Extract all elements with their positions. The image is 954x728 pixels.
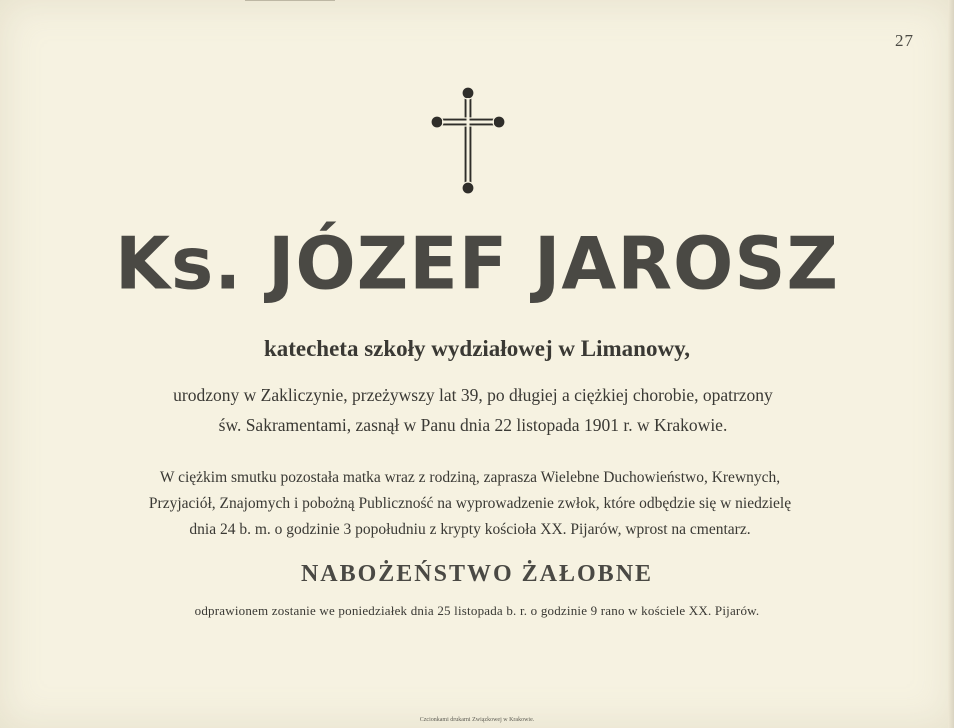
printer-imprint: Czcionkami drukarni Związkowej w Krakowie.: [419, 717, 535, 723]
deceased-name: Ks. JÓZEF JAROSZ: [115, 221, 839, 306]
funeral-notice: [60, 465, 880, 543]
service-heading: NABOŻEŃSTWO ŻAŁOBNE: [300, 561, 654, 587]
notice-line: Przyjaciół, Znajomych i pobożną Publiczność na wyprowadzenie zwłok, które odbędzie się w niedzielę: [148, 495, 792, 512]
notice-line: W ciężkim smutku pozostała matka wraz z rodziną, zaprasza Wielebne Duchowieństwo, Krewnych,: [159, 469, 781, 486]
service-details: odprawionem zostanie we poniedziałek dnia 25 listopada b. r. o godzinie 9 rano w kościele XX. Pijarów.: [194, 603, 760, 618]
cross-icon: [430, 84, 506, 196]
biography: [78, 380, 868, 440]
deceased-title: katecheta szkoły wydziałowej w Limanowy,: [263, 336, 691, 361]
biography-line: urodzony w Zakliczynie, przeżywszy lat 39, po długiej a ciężkiej chorobie, opatrzony: [173, 385, 773, 405]
notice-line: dnia 24 b. m. o godzinie 3 popołudniu z krypty kościoła XX. Pijarów, wprost na cmentarz.: [189, 521, 751, 538]
top-edge-mark: [245, 0, 335, 4]
biography-line: św. Sakramentami, zasnął w Panu dnia 22 listopada 1901 r. w Krakowie.: [218, 415, 728, 435]
page-number: 27: [895, 31, 914, 50]
